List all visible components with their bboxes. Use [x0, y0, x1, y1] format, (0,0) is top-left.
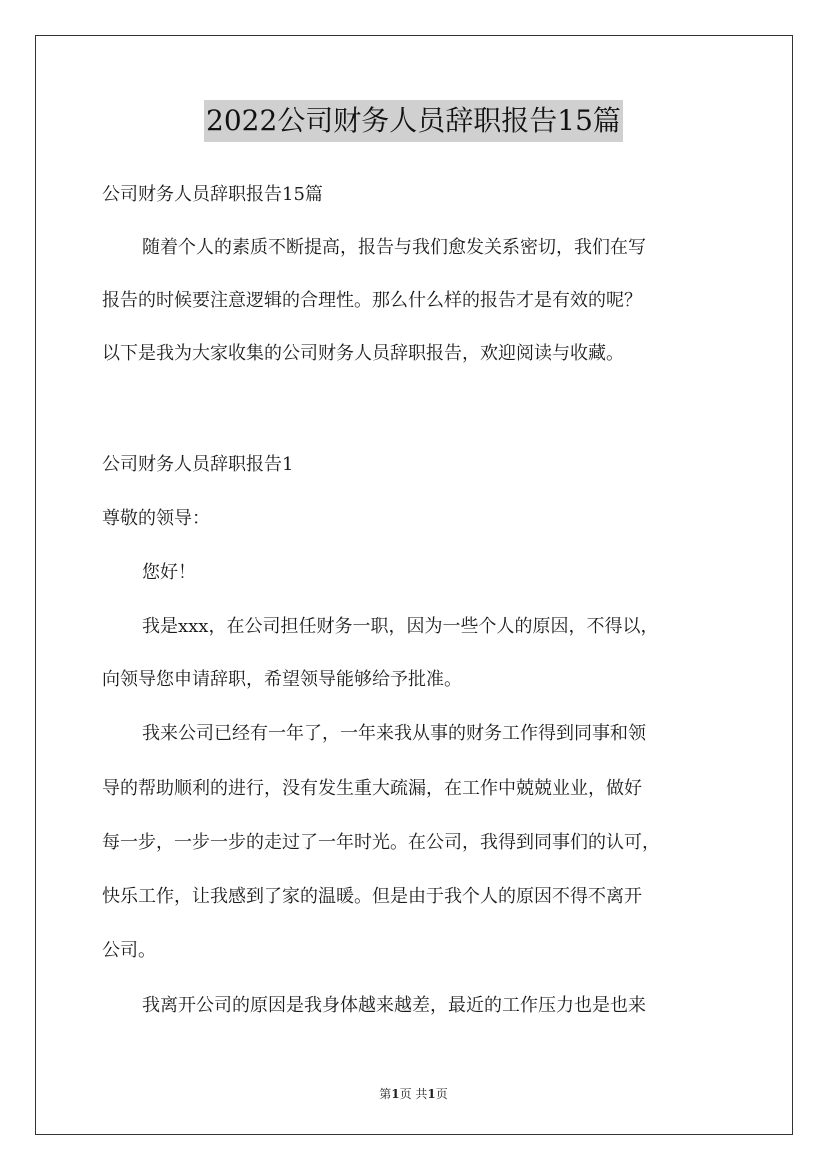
- greeting: 您好！: [142, 562, 196, 583]
- body-line: 我来公司已经有一年了，一年来我从事的财务工作得到同事和领: [142, 723, 646, 744]
- page-suffix: 页: [435, 1087, 448, 1101]
- page-footer: [0, 1085, 827, 1102]
- intro-line: 报告的时候要注意逻辑的合理性。那么什么样的报告才是有效的呢？: [102, 290, 642, 311]
- document-subtitle: 公司财务人员辞职报告15篇: [102, 184, 323, 205]
- body-line: 我离开公司的原因是我身体越来越差，最近的工作压力也是也来: [142, 995, 646, 1016]
- section-heading: 公司财务人员辞职报告1: [102, 454, 294, 475]
- body-line: 快乐工作，让我感到了家的温暖。但是由于我个人的原因不得不离开: [102, 886, 642, 907]
- page-prefix: 第: [379, 1087, 392, 1101]
- salutation: 尊敬的领导：: [102, 508, 210, 529]
- document-title: 2022公司财务人员辞职报告15篇: [204, 100, 623, 142]
- body-line: 每一步，一步一步的走过了一年时光。在公司，我得到同事们的认可，: [102, 832, 660, 853]
- page-total: 1: [427, 1087, 436, 1101]
- title-container: [0, 100, 827, 142]
- body-line: 向领导您申请辞职，希望领导能够给予批准。: [102, 669, 462, 690]
- intro-line: 以下是我为大家收集的公司财务人员辞职报告，欢迎阅读与收藏。: [102, 343, 624, 364]
- body-line: 我是xxx，在公司担任财务一职，因为一些个人的原因，不得以，: [142, 616, 659, 637]
- body-line: 导的帮助顺利的进行，没有发生重大疏漏，在工作中兢兢业业，做好: [102, 778, 642, 799]
- intro-line: 随着个人的素质不断提高，报告与我们愈发关系密切，我们在写: [142, 237, 646, 258]
- page-current: 1: [391, 1087, 400, 1101]
- page-mid: 页 共: [399, 1087, 428, 1101]
- body-line: 公司。: [102, 940, 156, 961]
